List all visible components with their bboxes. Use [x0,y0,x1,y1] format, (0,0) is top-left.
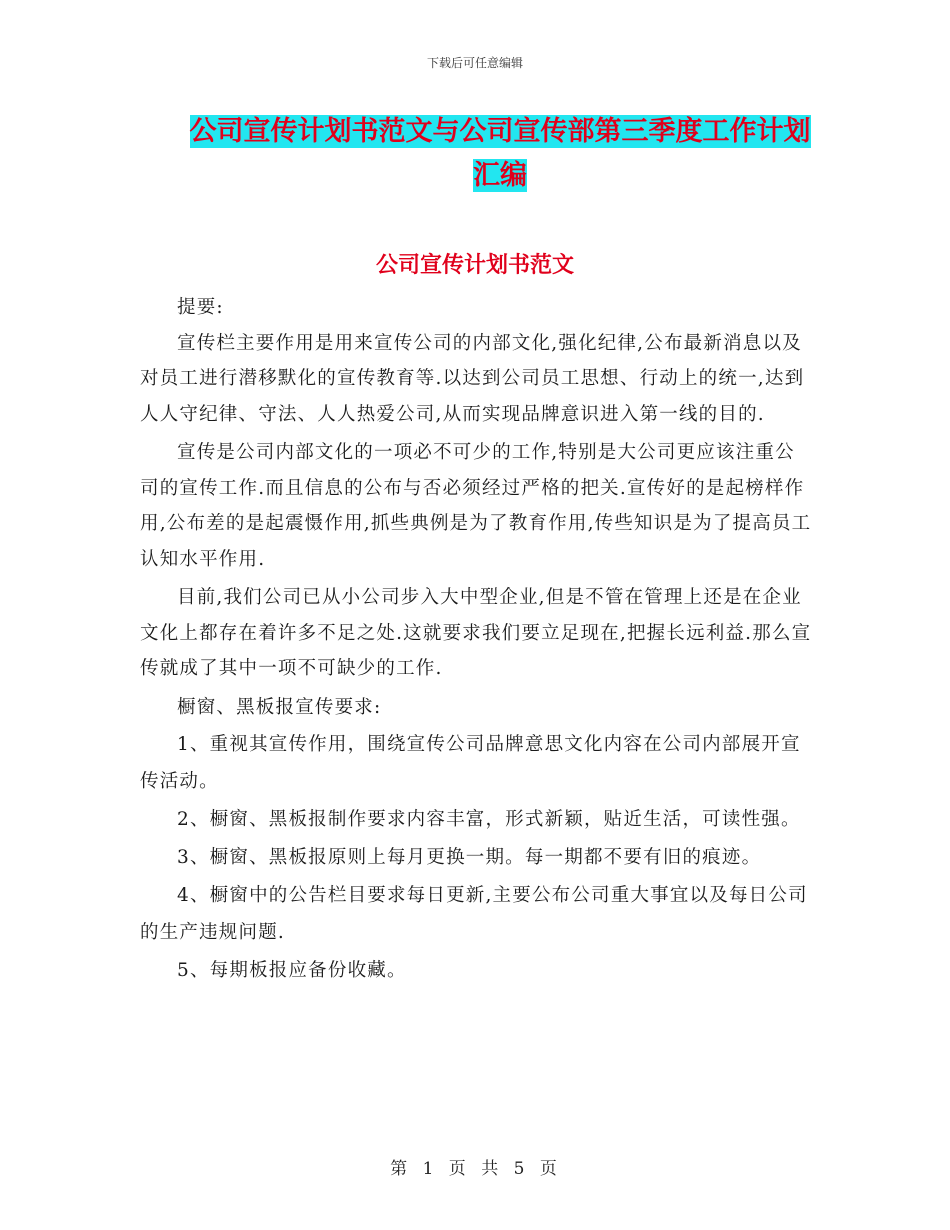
current-page-number: 1 [422,1159,437,1179]
list-item: 5、每期板报应备份收藏。 [177,960,407,981]
title-line-1: 公司宣传计划书范文与公司宣传部第三季度工作计划 [189,116,811,147]
document-title [140,110,860,198]
list-item: 2、橱窗、黑板报制作要求内容丰富，形式新颖，贴近生活，可读性强。 [177,809,801,830]
page-footer [0,1154,950,1179]
title-line-2: 汇编 [473,160,527,191]
total-label: 共 [481,1159,502,1179]
requirements-heading: 橱窗、黑板报宣传要求: [177,696,382,718]
header-note: 下载后可任意编辑 [426,56,523,70]
paragraph: 宣传是公司内部文化的一项必不可少的工作,特别是大公司更应该注重公司的宣传工作.而且信息的公布与否必须经过严格的把关.宣传好的是起榜样作用,公布差的是起震慑作用,抓些典例是为了教育作用,传些知识是为了提高员工认知水平作用. [140,442,812,570]
paragraph: 目前,我们公司已从小公司步入大中型企业,但是不管在管理上还是在企业文化上都存在着许多不足之处.这就要求我们要立足现在,把握长远利益.那么宣传就成了其中一项不可缺少的工作. [140,587,812,679]
paragraph: 宣传栏主要作用是用来宣传公司的内部文化,强化纪律,公布最新消息以及对员工进行潜移默化的宣传教育等.以达到公司员工思想、行动上的统一,达到人人守纪律、守法、人人热爱公司,从而实现品牌意识进入第一线的目的. [140,332,805,425]
section-title: 公司宣传计划书范文 [375,253,574,278]
document-body [140,290,812,989]
page-label-suffix: 页 [539,1159,560,1179]
list-item: 3、橱窗、黑板报原则上每月更换一期。每一期都不要有旧的痕迹。 [177,847,762,868]
list-item: 1、重视其宣传作用，围绕宣传公司品牌意思文化内容在公司内部展开宣传活动。 [140,734,801,792]
page-label-mid: 页 [448,1159,469,1179]
paragraph-summary-label: 提要: [177,297,224,318]
total-pages-number: 5 [513,1159,528,1179]
page-label-prefix: 第 [390,1159,411,1179]
list-item: 4、橱窗中的公告栏目要求每日更新,主要公布公司重大事宜以及每日公司的生产违规问题. [140,885,808,943]
